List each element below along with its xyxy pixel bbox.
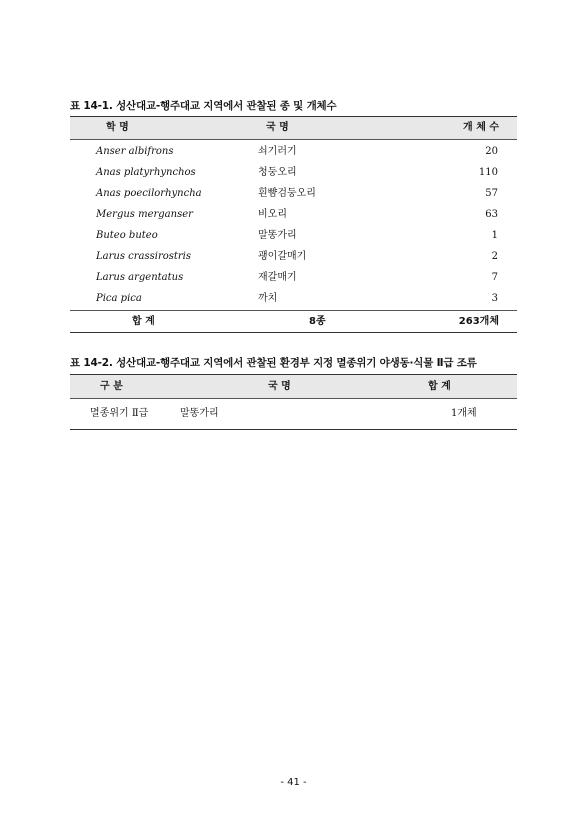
scientific-name: Mergus merganser	[96, 209, 193, 220]
total-count: 263개체	[458, 316, 499, 327]
table-row	[70, 183, 517, 204]
header-total: 합 계	[428, 381, 451, 392]
korean-name: 쇠기러기	[258, 146, 297, 157]
korean-name: 흰뺨검둥오리	[258, 188, 316, 199]
header-count: 개 체 수	[463, 122, 499, 133]
korean-name: 말똥가리	[258, 230, 297, 241]
table-row	[70, 204, 517, 225]
scientific-name: Larus argentatus	[96, 272, 184, 283]
table-row	[70, 246, 517, 267]
total-label: 합 계	[132, 316, 155, 327]
table-header	[70, 374, 517, 399]
count: 3	[491, 293, 498, 304]
count: 7	[491, 272, 498, 283]
category: 멸종위기 Ⅱ급	[90, 408, 149, 419]
total-row	[70, 310, 517, 333]
table1-caption: 표 14-1. 성산대교-행주대교 지역에서 관찰된 종 및 개체수	[70, 100, 337, 112]
scientific-name: Anser albifrons	[96, 146, 174, 157]
header-korean-name: 국 명	[266, 122, 289, 133]
count: 57	[485, 188, 498, 199]
korean-name: 까치	[258, 293, 278, 304]
count: 63	[485, 209, 498, 220]
count: 110	[478, 167, 498, 178]
total: 1개체	[451, 408, 477, 419]
table-row	[70, 288, 517, 309]
total-species: 8종	[309, 316, 326, 327]
table2-caption: 표 14-2. 성산대교-행주대교 지역에서 관찰된 환경부 지정 멸종위기 야생동·식물 Ⅱ급 조류	[70, 357, 477, 369]
table-row	[70, 162, 517, 183]
scientific-name: Larus crassirostris	[96, 251, 191, 262]
table-row	[70, 225, 517, 246]
korean-name: 말똥가리	[180, 408, 219, 419]
header-korean-name: 국 명	[268, 381, 291, 392]
endangered-table	[70, 374, 517, 430]
scientific-name: Anas poecilorhyncha	[96, 188, 202, 199]
table-header	[70, 116, 517, 140]
count: 20	[485, 146, 498, 157]
count: 2	[491, 251, 498, 262]
scientific-name: Buteo buteo	[96, 230, 158, 241]
table-row	[70, 141, 517, 162]
korean-name: 청둥오리	[258, 167, 297, 178]
table-row	[70, 267, 517, 288]
scientific-name: Pica pica	[96, 293, 142, 304]
header-scientific-name: 학 명	[106, 122, 129, 133]
korean-name: 재갈매기	[258, 272, 297, 283]
table-row	[70, 399, 517, 430]
count: 1	[491, 230, 498, 241]
header-category: 구 분	[100, 381, 123, 392]
page-number: - 41 -	[280, 777, 307, 788]
species-table	[70, 116, 517, 333]
table-body	[70, 140, 517, 310]
korean-name: 괭이갈매기	[258, 251, 307, 262]
korean-name: 비오리	[258, 209, 287, 220]
scientific-name: Anas platyrhynchos	[96, 167, 196, 178]
